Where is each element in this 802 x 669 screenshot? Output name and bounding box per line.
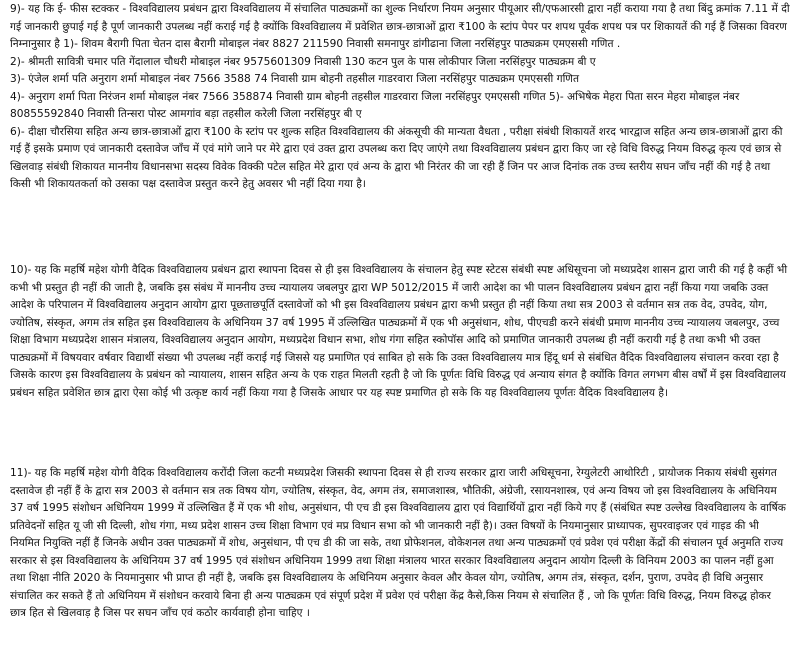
- section-9-para-3: 3)- एंजेल शर्मा पति अनुराग शर्मा मोबाइल नंबर 7566 3588 74 निवासी ग्राम बोहनी तहसील गाडरवारा जिला नरसिंहपुर पाठ्यक्रम एमएससी गणित: [10, 73, 580, 85]
- section-9-para-1: 9)- यह कि ई- फीस स्टक्कर - विश्वविद्यालय प्रबंधन द्वारा विश्वविद्यालय में संचालित पाठ्यक्रमों का शुल्क निर्धारण नियम अनुसार पीयूआर सी/एफआरसी द्वारा नहीं कराया गया है तथा बिंदु क्रमांक 7.11 में दी गई जानकारी छुपाई गई है पूर्ण जानकारी उपलब्ध नहीं कराई गई है क्योंकि विश्वविद्यालय में प्रवेशित छात्र-छात्राओं द्वारा ₹100 के स्टांप पेपर पर शपथ पूर्वक शपथ पत्र पर शिकायतें की गई हैं जिसका विवरण निम्नानुसार है 1)- शिवम बैरागी पिता चेतन दास बैरागी मोबाइल नंबर 8827 211590 निवासी समनापुर डांगीढाना जिला नरसिंहपुर पाठ्यक्रम एमएससी गणित .: [10, 3, 790, 50]
- section-9-para-2: 2)- श्रीमती सावित्री चमार पति गेंदालाल चौधरी मोबाइल नंबर 9575601309 निवासी 130 कटन पुल के पास लोकीपार जिला नरसिंहपुर पाठ्यक्रम बी ए: [10, 55, 596, 68]
- section-9: [10, 1, 790, 194]
- section-11: [10, 465, 790, 623]
- section-9-para-4: 4)- अनुराग शर्मा पिता निरंजन शर्मा मोबाइल नंबर 7566 358874 निवासी ग्राम बोहनी तहसील गाडरवारा जिला नरसिंहपुर एमएससी गणित 5)- अभिषेक मेहरा पिता सरन मेहरा मोबाइल नंबर 80855592840 निवासी तिन्सरा पोस्ट आमगांव बड़ा तहसील करेली जिला नरसिंहपुर बी ए: [10, 90, 740, 120]
- section-11-para: 11)- यह कि महर्षि महेश योगी वैदिक विश्वविद्यालय करोंदी जिला कटनी मध्यप्रदेश जिसकी स्थापना दिवस से ही राज्य सरकार द्वारा जारी अधिसूचना, रेग्युलेटरी आथोरिटी , प्रायोजक निकाय संबंधी सुसंगत दस्तावेज ही नहीं हैं के द्वारा सत्र 2003 से वर्तमान सत्र तक विषय योग, ज्योतिष, संस्कृत, वेद, अगम तंत्र, समाजशास्त्र, भौतिकी, अंग्रेजी, रसायनशास्त्र, एवं अन्य विषय जो इस विश्वविद्यालय के अधिनियम 37 वर्ष 1995 संशोधन अधिनियम 1999 में उल्लिखित हैं में एक भी शोध, अनुसंधान, पी एच डी इस विश्वविद्यालय द्वारा एवं विद्यार्थियों द्वारा नहीं किये गए हैं (संबंधित स्पष्ट उल्लेख विश्वविद्यालय के वार्षिक प्रतिवेदनों सहित यू जी सी दिल्ली, शोध गंगा, मध्य प्रदेश शासन उच्च शिक्षा विभाग एवं मप्र विधान सभा को भी जानकारी नहीं है)। उक्त विषयों के नियमानुसार प्राध्यापक, सुपरवाइजर एवं गाइड की भी नियमित नियुक्ति नहीं हैं जिनके अधीन उक्त पाठ्यक्रमों में शोध, अनुसंधान, पी एच डी की जा सके, तथा प्रोफेशनल, वोकेशनल तथा अन्य पाठ्यक्रमों एवं प्रवेश एवं परीक्षा केंद्रों की संचालन पूर्व अनुमति राज्य सरकार से इस विश्वविद्यालय के अधिनियम 37 वर्ष 1995 एवं संशोधन अधिनियम 1999 तथा शिक्षा मंत्रालय भारत सरकार विश्वविद्यालय अनुदान आयोग दिल्ली के विनियम 2003 का पालन नहीं हुआ तथा शिक्षा नीति 2020 के नियमानुसार भी प्राप्त ही नहीं है, जबकि इस विश्वविद्यालय के अधिनियम अनुसार केवल और केवल योग, ज्योतिष, अगम तंत्र, संस्कृत, दर्शन, पुराण, उपवेद ही विधि अनुसार संचालित कर सकते हैं तो अधिनियम में संशोधन करवाये बिना ही अन्य पाठ्यक्रम एवं संपूर्ण प्रदेश में प्रवेश एवं परीक्षा केंद्र कैसे,किस नियम से संचालित हैं , जो कि पूर्णतः विधि विरुद्ध, नियम विरुद्ध होकर छात्र हित से खिलवाड़ है जिस पर सघन जाँच एवं कठोर कार्यवाही होना चाहिए ।: [10, 467, 786, 619]
- section-9-para-5: 6)- दीक्षा चौरसिया सहित अन्य छात्र-छात्राओं द्वारा ₹100 के स्टांप पर शुल्क सहित विश्वविद्यालय की अंकसूची की मान्यता वैधता , परीक्षा संबंधी शिकायतें शरद भारद्वाज सहित अन्य छात्र-छात्राओं द्वारा की गई हैं इसके प्रमाण एवं जानकारी दस्तावेज जाँच में एवं मांगे जाने पर मेरे द्वारा एवं उक्त द्वारा उपलब्ध करा दिए जाएंगे तथा विश्वविद्यालय प्रबंधन द्वारा किए जा रहे विधि विरुद्ध नियम विरुद्ध कृत्य एवं छात्र से खिलवाड़ संबंधी शिकायत माननीय विधानसभा सदस्य विवेक विक्की पटेल सहित मेरे द्वारा एवं अन्य के द्वारा भी निरंतर की जा रही हैं जिन पर आज दिनांक तक उच्च स्तरीय सघन जाँच नहीं की गई है तथा किसी भी शिकायतकर्ता को उसका पक्ष दस्तावेज प्रस्तुत करने हेतु अवसर भी नहीं दिया गया है।: [10, 125, 783, 190]
- section-10: [10, 262, 790, 402]
- section-10-para: 10)- यह कि महर्षि महेश योगी वैदिक विश्वविद्यालय प्रबंधन द्वारा स्थापना दिवस से ही इस विश्वविद्यालय के संचालन हेतु स्पष्ट स्टेटस संबंधी स्पष्ट अधिसूचना जो मध्यप्रदेश शासन द्वारा जारी की गई है कहीं भी कभी भी प्रस्तुत ही नहीं की जाती है, जबकि इस संबंध में माननीय उच्च न्यायालय जबलपुर द्वारा WP 5012/2015 में जारी आदेश का भी पालन विश्वविद्यालय प्रबंधन द्वारा नहीं किया गया जबकि उक्त आदेश के परिपालन में विश्वविद्यालय अनुदान आयोग द्वारा पूछताछपूर्ति दस्तावेजों को भी इस विश्वविद्यालय प्रबंधन द्वारा कभी प्रस्तुत ही नहीं किया तथा सत्र 2003 से वर्तमान सत्र तक वेद, उपवेद, योग, ज्योतिष, संस्कृत, अगम तंत्र सहित इस विश्वविद्यालय के अधिनियम 37 वर्ष 1995 में उल्लिखित पाठ्यक्रमों में एक भी अनुसंधान, शोध, पीएचडी करने संबंधी प्रमाण माननीय उच्च न्यायालय जबलपुर, उच्च शिक्षा विभाग मध्यप्रदेश शासन मंत्रालय, विश्वविद्यालय अनुदान आयोग, मध्यप्रदेश विधान सभा, शोध गंगा सहित स्कोपॉस आदि को प्रमाणित जानकारी उपलब्ध ही नहीं करायी गई है तथा कभी भी उक्त पाठ्यक्रमों में विषयवार वर्षवार विद्यार्थी संख्या भी उपलब्ध नहीं कराई गई जिससे यह प्रमाणित एवं साबित हो सके कि उक्त विश्वविद्यालय मात्र हिंदू धर्म से संबंधित वैदिक विश्वविद्यालय संचालन करवा रहा है जिसके कारण इस विश्वविद्यालय के प्रबंधन को न्यायालय, शासन सहित अन्य के एक राहत मिलती रहती है जो कि पूर्णतः विधि विरुद्ध एवं अन्याय संगत है क्योंकि विगत लगभग बीस वर्षों में इस विश्वविद्यालय प्रबंधन सहित प्रवेशित छात्र द्वारा ऐसा कोई भी उत्कृष्ट कार्य नहीं किया गया है जिसके आधार पर यह स्पष्ट प्रमाणित हो सके कि यह विश्वविद्यालय पूर्णतः वैदिक विश्वविद्यालय है।: [10, 264, 788, 399]
